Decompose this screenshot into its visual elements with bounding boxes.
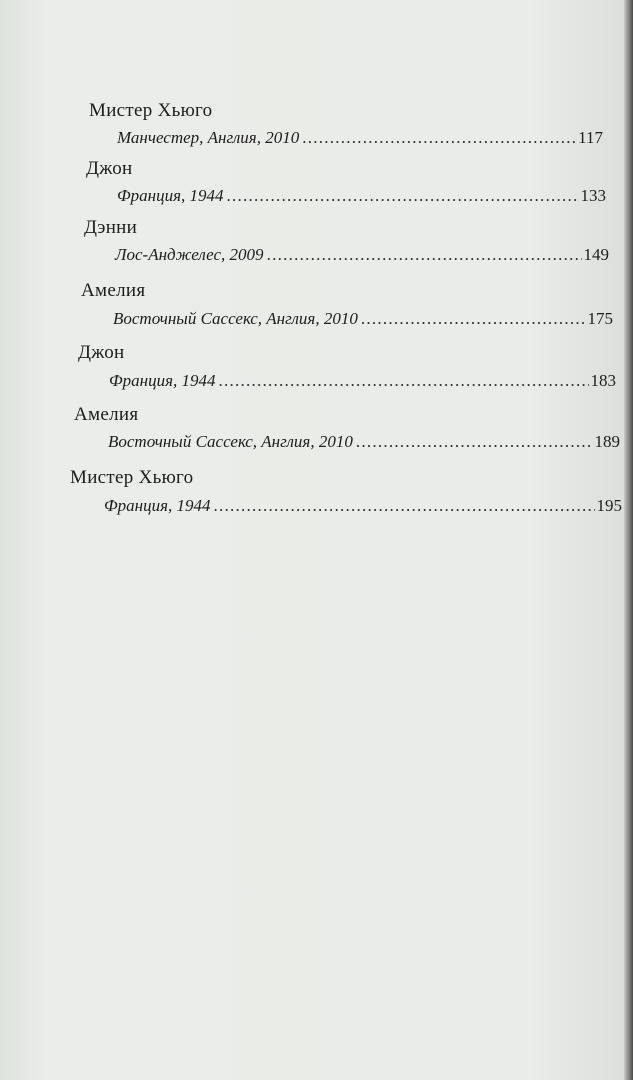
entry-line xyxy=(109,371,616,391)
leader-dots xyxy=(302,128,576,148)
entry-place: Восточный Сассекс, Англия, 2010 xyxy=(113,309,358,328)
entry-place: Франция, 1944 xyxy=(104,496,211,515)
page-number: 183 xyxy=(590,371,616,390)
page-number: 149 xyxy=(583,245,609,264)
entry-place: Лос-Анджелес, 2009 xyxy=(115,245,264,264)
entry-name: Мистер Хьюго xyxy=(70,467,194,488)
entry-place: Франция, 1944 xyxy=(109,371,216,390)
entry-name: Мистер Хьюго xyxy=(89,100,213,121)
entry-place: Франция, 1944 xyxy=(117,186,224,205)
entry-name: Дэнни xyxy=(84,217,138,238)
entry-line xyxy=(117,186,606,206)
page-edge xyxy=(624,0,633,1080)
page-number: 117 xyxy=(578,128,603,147)
entry-name: Амелия xyxy=(74,404,139,425)
leader-dots xyxy=(267,245,582,265)
page-number: 189 xyxy=(594,432,620,451)
entry-name: Джон xyxy=(86,158,133,179)
entry-place: Восточный Сассекс, Англия, 2010 xyxy=(108,432,353,451)
leader-dots xyxy=(227,186,579,206)
leader-dots xyxy=(214,496,595,516)
entry-line xyxy=(113,309,613,329)
entry-place: Манчестер, Англия, 2010 xyxy=(117,128,300,147)
leader-dots xyxy=(356,432,593,452)
leader-dots xyxy=(219,371,589,391)
entry-line xyxy=(104,496,622,516)
page-number: 175 xyxy=(587,309,613,328)
page-number: 133 xyxy=(580,186,606,205)
leader-dots xyxy=(361,309,586,329)
entry-line xyxy=(108,432,620,452)
entry-name: Амелия xyxy=(81,280,146,301)
page-number: 195 xyxy=(596,496,622,515)
entry-line xyxy=(115,245,609,265)
entry-line xyxy=(117,128,603,148)
entry-name: Джон xyxy=(78,342,125,363)
